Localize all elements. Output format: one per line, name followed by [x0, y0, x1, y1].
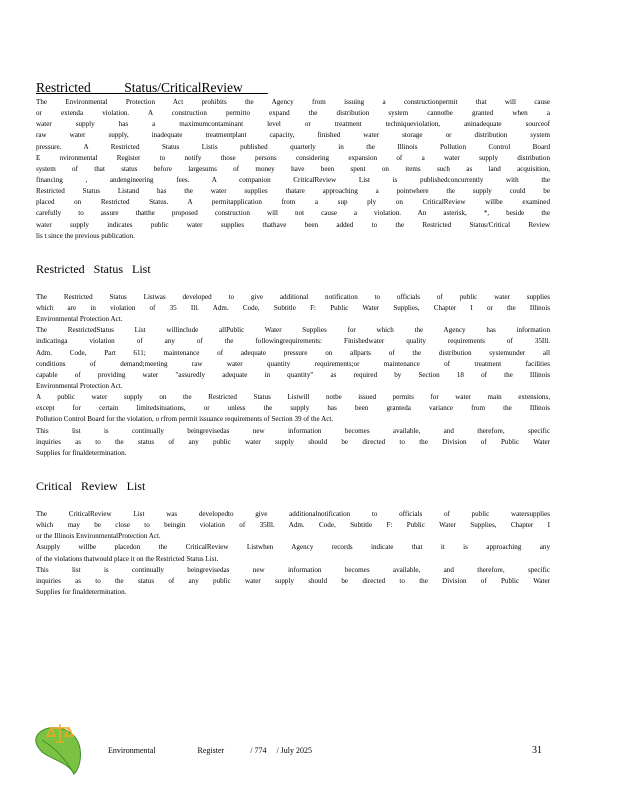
- text-line: E nvironmental Register to notify those persons considering expansion of a water supply distribution: [36, 153, 550, 162]
- text-line: Supplies for finaldetermination.: [36, 587, 127, 596]
- footer-date: / July 2025: [276, 746, 313, 755]
- text-line: placed on Restricted Status. A permitapplication from a sup ply on CriticalReview willbe examined: [36, 198, 550, 207]
- text-line: pressure. A Restricted Status Listis published quarterly in the Illinois Pollution Control Board: [36, 142, 550, 151]
- text-line: raw water supply, inadequate treatmentplant capacity, finished water storage or distribution system: [36, 131, 550, 140]
- text-line: Environmental Protection Act.: [36, 315, 123, 324]
- text-line: water supply has a maximumcontaminant level or treatment techniqueviolation, aninadequate sourceof: [36, 120, 550, 129]
- footer-issue: / 774: [250, 746, 267, 755]
- section-heading-critical: Critical Review List: [36, 478, 146, 493]
- text-line: capable of providing water "assuredly adequate in quantity" as required by Section 18 of the Illinois: [36, 370, 550, 379]
- footer-citation: [108, 746, 312, 756]
- footer-publication: Environmental: [108, 746, 156, 755]
- sections-container: [36, 97, 550, 598]
- page-title: Restricted Status/CriticalReview: [36, 80, 268, 95]
- text-line: inquiries as to the status of any public water supply should be directed to the Division of Public Water: [36, 437, 550, 446]
- text-line: indicatinga violation of any of the followingrequirements: Finishedwater quality requirements of 35Ill.: [36, 337, 550, 346]
- paragraph: [36, 542, 550, 564]
- text-line: Pollution Control Board for the violation, o rfrom permit issuance requirements of Section 39 of the Act.: [36, 415, 334, 424]
- footer-register: Register: [197, 746, 225, 755]
- text-line: inquiries as to the status of any public water supply should be directed to the Division of Public Water: [36, 576, 550, 585]
- paragraph: [36, 426, 550, 459]
- document-body: [36, 80, 550, 598]
- text-line: financing , andengineering fees. A companion CriticalReview List is publishedconcurrently with the: [36, 175, 550, 184]
- paragraph: [36, 392, 550, 425]
- text-line: which may be close to beingin violation of 35Ill. Adm. Code, Subtitle F: Public Water Supplies, Chapter I: [36, 521, 550, 530]
- text-line: system of that status before largesums of money have been spent on items such as land acquisition,: [36, 164, 550, 173]
- text-line: except for certain limitedsituations, or unless the supply has been granteda variance from the Illinois: [36, 404, 550, 413]
- text-line: or the Illinois EnvironmentalProtection Act.: [36, 532, 161, 541]
- page-footer: [0, 718, 618, 778]
- paragraph: [36, 97, 550, 242]
- leaf-scales-logo-icon: [34, 720, 86, 776]
- paragraph: [36, 325, 550, 392]
- text-line: This list is continually beingrevisedas new information becomes available, and therefore, specific: [36, 565, 550, 574]
- text-line: water supply indicates public water supplies thathave been added to the Restricted Status/Critical Review: [36, 220, 550, 229]
- text-line: lis t since the previous publication.: [36, 231, 135, 240]
- paragraph: [36, 565, 550, 598]
- text-line: The Environmental Protection Act prohibits the Agency from issuing a constructionpermit that will cause: [36, 98, 550, 106]
- text-line: Supplies for finaldetermination.: [36, 448, 127, 457]
- text-line: carefully to assure thatthe proposed construction will not cause a violation. An asterisk, *, beside the: [36, 209, 550, 218]
- text-line: A public water supply on the Restricted Status Listwill notbe issued permits for water main extensions,: [36, 393, 550, 402]
- text-line: The CriticalReview List was developedto give additionalnotification to officials of public watersupplies: [36, 509, 550, 518]
- paragraph: [36, 292, 550, 325]
- leaf-shape: [36, 728, 81, 774]
- section-heading-restricted: Restricted Status List: [36, 261, 151, 276]
- text-line: which are in violation of 35 Ill. Adm. Code, Subtitle F: Public Water Supplies, Chapter I or the Illinois: [36, 303, 550, 312]
- text-line: conditions of demand;meeting raw water quantity requirements;or maintenance of treatment facilities: [36, 359, 550, 368]
- text-line: of the violations thatwould place it on the Restricted Status List.: [36, 554, 219, 563]
- page-number: 31: [532, 745, 542, 756]
- paragraph: [36, 509, 550, 542]
- text-line: or extenda violation. A construction permitto expand the distribution system cannotbe granted when a: [36, 109, 550, 118]
- text-line: The RestrictedStatus List willinclude allPublic Water Supplies for which the Agency has information: [36, 326, 550, 335]
- text-line: Environmental Protection Act.: [36, 381, 123, 390]
- text-line: The Restricted Status Listwas developed to give additional notification to officials of public water supplies: [36, 292, 550, 301]
- text-line: Adm. Code, Part 611; maintenance of adequate pressure on allparts of the distribution systemunder all: [36, 348, 550, 357]
- text-line: This list is continually beingrevisedas new information becomes available, and therefore, specific: [36, 426, 550, 435]
- text-line: Restricted Status Listand has the water supplies thatare approaching a pointwhere the supply could be: [36, 187, 550, 196]
- text-line: Asupply willbe placedon the CriticalReview Listwhen Agency records indicate that it is approaching any: [36, 543, 550, 552]
